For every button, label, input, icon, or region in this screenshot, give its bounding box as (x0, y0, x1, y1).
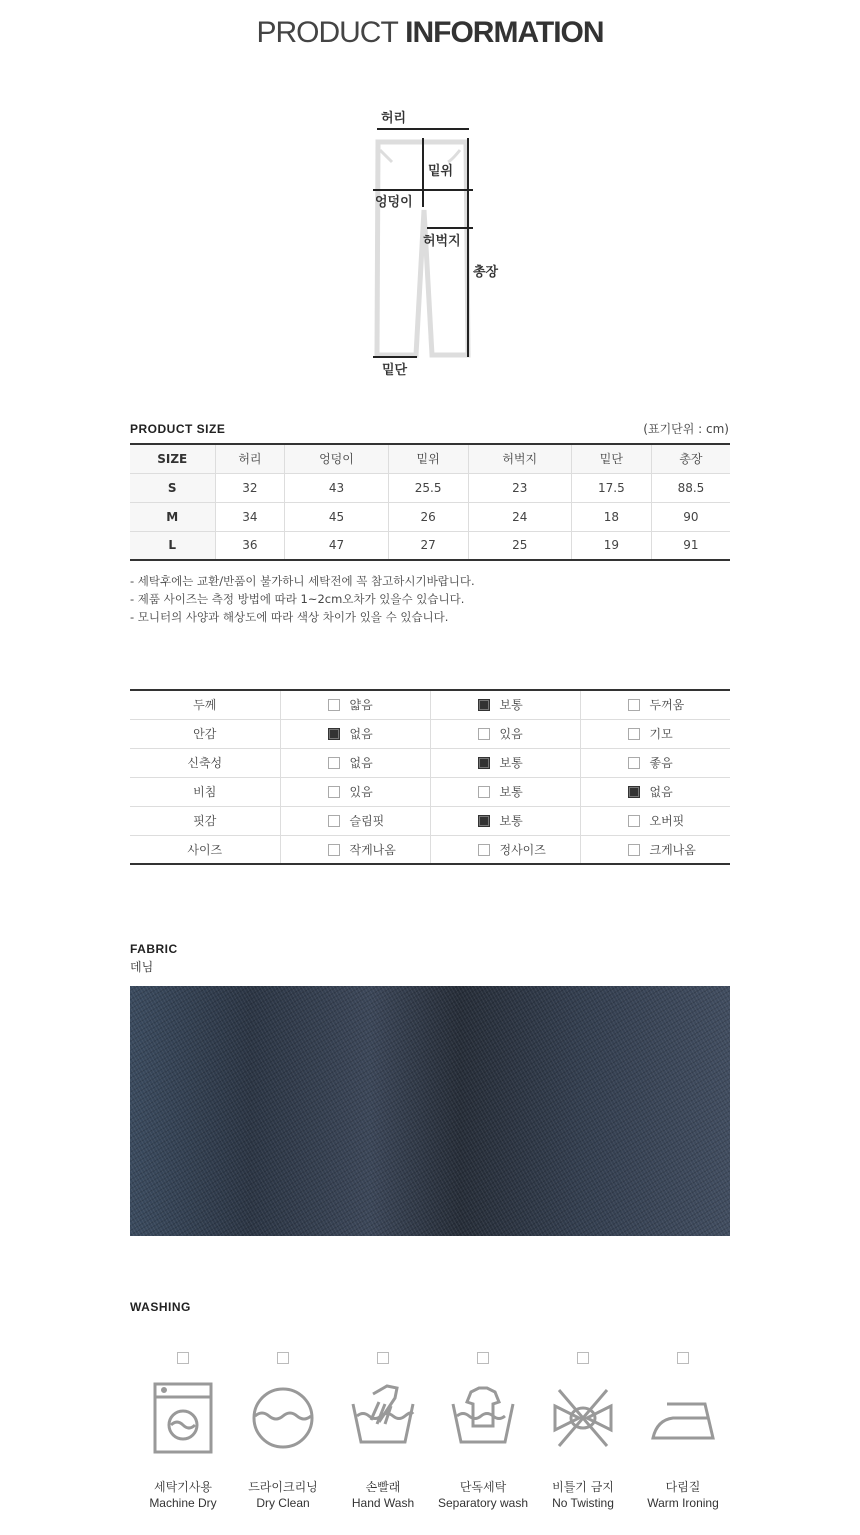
washing-label-ko: 세탁기사용 (154, 1480, 212, 1494)
note: - 세탁후에는 교환/반품이 불가하니 세탁전에 꼭 참고하시기바랍니다. (130, 574, 475, 588)
feature-option (280, 835, 430, 864)
checkbox (628, 699, 640, 711)
checkbox (328, 844, 340, 856)
page-title: PRODUCT INFORMATION (256, 16, 604, 49)
feature-name: 안감 (130, 719, 280, 748)
table-row (130, 531, 730, 560)
fabric-heading: FABRIC (130, 942, 178, 956)
table-cell: 45 (285, 502, 388, 531)
column-header: SIZE (130, 444, 215, 473)
table-cell: 18 (571, 502, 651, 531)
feature-option (430, 777, 580, 806)
table-cell: 47 (285, 531, 388, 560)
table-cell: S (130, 473, 215, 502)
separate-wash-icon (449, 1380, 517, 1454)
feature-option (280, 719, 430, 748)
checkbox (478, 699, 490, 711)
feature-option (580, 690, 730, 719)
checkbox (277, 1352, 289, 1364)
table-cell: 25 (468, 531, 571, 560)
table-cell: 32 (215, 473, 285, 502)
washing-label-en: Machine Dry (149, 1496, 217, 1510)
washing-machine-icon (149, 1380, 217, 1454)
column-header: 밑위 (388, 444, 468, 473)
checkbox (628, 757, 640, 769)
washing-label-ko: 다림질 (665, 1480, 701, 1494)
feature-option (580, 835, 730, 864)
feature-option (580, 777, 730, 806)
option-label: 보통 (499, 785, 523, 799)
feature-option (280, 806, 430, 835)
feature-name: 신축성 (130, 748, 280, 777)
label-rise: 밑위 (428, 164, 454, 179)
notes (130, 572, 475, 626)
note: - 제품 사이즈는 측정 방법에 따라 1~2cm오차가 있을수 있습니다. (130, 592, 465, 606)
checkbox (328, 786, 340, 798)
checkbox (328, 815, 340, 827)
feature-name: 핏감 (130, 806, 280, 835)
table-cell: M (130, 502, 215, 531)
washing-item (233, 1352, 333, 1510)
fabric-image (130, 986, 730, 1236)
washing-label-ko: 단독세탁 (459, 1480, 507, 1494)
checkbox (377, 1352, 389, 1364)
feature-option (580, 748, 730, 777)
table-cell: 23 (468, 473, 571, 502)
feature-option (430, 835, 580, 864)
feature-option (280, 748, 430, 777)
option-label: 보통 (499, 698, 523, 713)
checkbox (478, 757, 490, 769)
table-cell: 88.5 (651, 473, 730, 502)
checkbox (628, 786, 640, 798)
washing-label-en: Dry Clean (256, 1496, 310, 1510)
column-header: 총장 (651, 444, 730, 473)
washing-label-en: Warm Ironing (647, 1496, 719, 1510)
option-label: 있음 (499, 727, 523, 741)
feature-row (130, 719, 730, 748)
label-hip: 엉덩이 (375, 195, 413, 210)
feature-option (430, 690, 580, 719)
table-cell: 36 (215, 531, 285, 560)
checkbox (577, 1352, 589, 1364)
option-label: 작게나옴 (349, 842, 396, 857)
checkbox (628, 728, 640, 740)
table-cell: 17.5 (571, 473, 651, 502)
label-thigh: 허벅지 (423, 234, 461, 249)
table-header-row (130, 444, 730, 473)
column-header: 허벅지 (468, 444, 571, 473)
option-label: 좋음 (649, 756, 673, 770)
checkbox (177, 1352, 189, 1364)
option-label: 보통 (499, 756, 523, 770)
washing-label-en: Separatory wash (437, 1496, 529, 1510)
option-label: 오버핏 (649, 814, 685, 828)
table-cell: 27 (388, 531, 468, 560)
table-cell: 19 (571, 531, 651, 560)
label-length: 총장 (473, 265, 499, 280)
hand-wash-icon (349, 1380, 417, 1454)
feature-option (280, 690, 430, 719)
table-row (130, 502, 730, 531)
feature-option (430, 748, 580, 777)
unit-label: (표기단위 : cm) (643, 422, 729, 436)
checkbox (478, 844, 490, 856)
washing-item (433, 1352, 533, 1510)
checkbox (478, 786, 490, 798)
table-cell: 91 (651, 531, 730, 560)
label-hem: 밑단 (382, 363, 408, 378)
table-cell: L (130, 531, 215, 560)
feature-table (130, 689, 730, 865)
table-cell: 24 (468, 502, 571, 531)
washing-label-en: Hand Wash (351, 1496, 415, 1510)
checkbox (328, 699, 340, 711)
option-label: 슬림핏 (349, 814, 385, 828)
table-cell: 43 (285, 473, 388, 502)
feature-option (430, 806, 580, 835)
checkbox (677, 1352, 689, 1364)
option-label: 정사이즈 (499, 842, 546, 857)
feature-option (580, 806, 730, 835)
checkbox (328, 757, 340, 769)
feature-row (130, 806, 730, 835)
washing-label-ko: 손빨래 (365, 1480, 401, 1494)
checkbox (478, 815, 490, 827)
no-twist-icon (549, 1380, 617, 1454)
table-cell: 90 (651, 502, 730, 531)
checkbox (328, 728, 340, 740)
column-header: 허리 (215, 444, 285, 473)
option-label: 두꺼움 (649, 698, 685, 713)
checkbox (477, 1352, 489, 1364)
fabric-value: 데님 (130, 960, 154, 974)
washing-item (133, 1352, 233, 1510)
option-label: 있음 (349, 785, 373, 799)
column-header: 밑단 (571, 444, 651, 473)
feature-row (130, 690, 730, 719)
washing-label-ko: 비틀기 금지 (552, 1480, 614, 1494)
feature-row (130, 777, 730, 806)
feature-option (430, 719, 580, 748)
option-label: 없음 (649, 785, 673, 799)
feature-name: 비침 (130, 777, 280, 806)
feature-option (580, 719, 730, 748)
option-label: 없음 (349, 756, 373, 770)
washing-label-ko: 드라이크리닝 (248, 1480, 318, 1494)
table-cell: 26 (388, 502, 468, 531)
option-label: 보통 (499, 814, 523, 828)
feature-row (130, 748, 730, 777)
feature-name: 사이즈 (130, 835, 280, 864)
option-label: 기모 (649, 727, 673, 741)
washing-item (633, 1352, 733, 1510)
washing-heading: WASHING (130, 1300, 191, 1314)
feature-name: 두께 (130, 690, 280, 719)
pants-measurement-diagram (360, 100, 510, 385)
label-waist: 허리 (381, 111, 407, 126)
option-label: 없음 (349, 727, 373, 741)
table-cell: 25.5 (388, 473, 468, 502)
checkbox (628, 844, 640, 856)
size-table (130, 443, 730, 561)
feature-row (130, 835, 730, 864)
option-label: 얇음 (349, 698, 373, 713)
iron-icon (649, 1380, 717, 1454)
washing-label-en: No Twisting (552, 1496, 614, 1510)
note: - 모니터의 사양과 해상도에 따라 색상 차이가 있을 수 있습니다. (130, 610, 449, 624)
dry-clean-icon (249, 1380, 317, 1454)
table-cell: 34 (215, 502, 285, 531)
option-label: 크게나옴 (649, 842, 696, 857)
table-row (130, 473, 730, 502)
column-header: 엉덩이 (285, 444, 388, 473)
washing-item (333, 1352, 433, 1510)
checkbox (628, 815, 640, 827)
feature-option (280, 777, 430, 806)
product-size-heading: PRODUCT SIZE (130, 422, 226, 436)
washing-item (533, 1352, 633, 1510)
checkbox (478, 728, 490, 740)
